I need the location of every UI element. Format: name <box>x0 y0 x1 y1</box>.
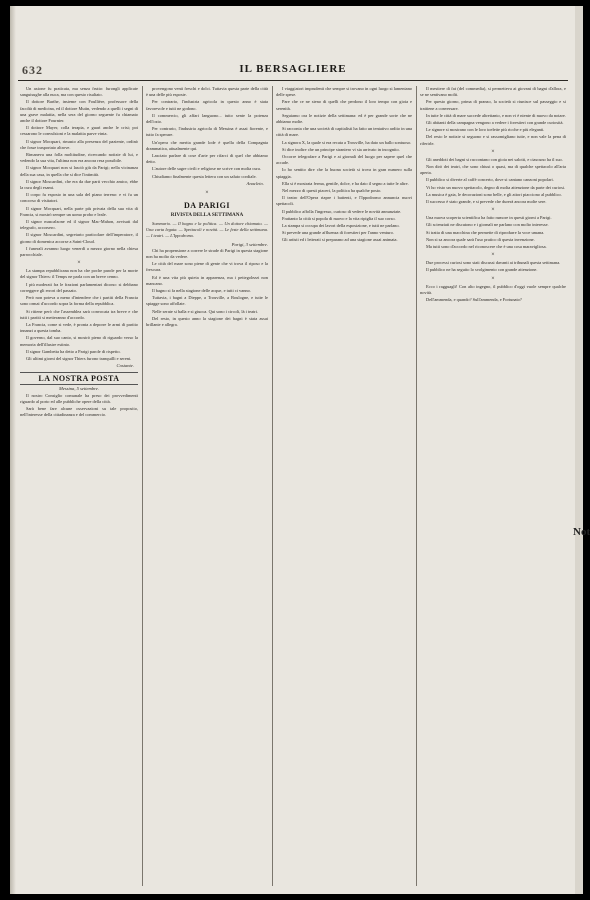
paragraph: Una nuova scoperta scientifica ha fatto rumore in questi giorni a Parigi. <box>426 215 552 221</box>
page-header <box>18 64 568 81</box>
paragraph: Occorre telegrafare a Parigi e ai giornali del luogo per sapere quel che accade. <box>276 154 412 166</box>
paragraph: Gli abitanti della campagna vengono a vedere i forestieri con grande curiosità. <box>426 120 564 126</box>
paragraph: Gli aneddoti dei bagni si raccontano con gioia nei salotti, e ciascuno ha il suo. <box>426 156 563 162</box>
paragraph: Il signor Moscardini, che era da due parti vecchio amico, ebbe la cura degli esami. <box>20 178 138 191</box>
paragraph: Nel mezzo di questi piaceri, la politica ha qualche posto. <box>282 188 382 194</box>
paragraph: Un axione fu praticata, ma senza frutto: furongli applicate sanguisughe alla nuca, ma con questo risultato. <box>20 86 138 98</box>
paragraph: Del resto le notizie si seguono e si rassomigliano tutte, e non vale la pena di riferirle. <box>420 134 566 146</box>
paragraph: Sarà bene fare alcune osservazioni su tale proposito, nell'interesse della cittadinanza e del commercio. <box>20 405 138 418</box>
paragraph: Il mestiere di fat (del commedia), si permetteva ai giovani di bagni d'allora, e se ne sentivano molti. <box>420 86 566 98</box>
paragraph: Per questo giorno, prima di pranzo, la società si riunisce sul passeggio e si trattiene a conversare. <box>420 99 566 111</box>
paragraph: Il dottore Barthe, insieme con Foullière, professore della facoltà di medicina, ed il dottore Mutin, vedendo a quelli i segni di una grave malattia, nella sera del giorno seguente fu chiamato anche il dottore Fournier. <box>20 99 138 124</box>
paragraph: Il dottore Mayer, colla terapia, e guarì anche le crisi; poi cessarono le convulsioni e la malattia parve vinta. <box>20 125 138 137</box>
paragraph: Gli scienziati ne discutono e i giornali ne parlano con molto interesse. <box>426 222 549 228</box>
column-3 <box>276 86 412 886</box>
paragraph: Un'opera che merita grande lode è quella della Compagnia drammatica, attualmente qui. <box>146 139 268 151</box>
page-left-edge <box>10 6 16 894</box>
newspaper-title: IL BERSAGLIERE <box>239 63 347 75</box>
paragraph: Gli artisti ed i letterati si preparano ad una stagione assai animata. <box>282 237 398 243</box>
col2-paragraphs-2 <box>146 248 268 328</box>
adjacent-page-strip <box>575 6 583 894</box>
col2-paragraphs <box>146 86 268 180</box>
paragraph: Il signor Mocquart, nella parte più privata della sua vita di Francia, si mostrò sempre un uomo probo e leale. <box>20 205 138 217</box>
paragraph: Vi ho visto un nuovo spettacolo, degno di molta attenzione da parte dei curiosi. <box>426 184 566 190</box>
column-rule <box>416 86 417 886</box>
paragraph: La stampa si occupa dei lavori della esposizione, e tutti ne parlano. <box>282 223 400 229</box>
paragraph: Chi ha propensione a correre le strade di Parigi in questa stagione non ha molto da vedere. <box>146 247 268 260</box>
paragraph: Nelle serate si balla e si giuoca. Qui sono i circoli, là i teatri. <box>152 308 259 314</box>
paragraph: I più moderati fra le frazioni parlamentari dicono: si debbano correggere gli errori del passato. <box>20 281 138 293</box>
paragraph: Ma tutti sono d'accordo nel riconoscere che è una cosa maravigliosa. <box>426 244 547 250</box>
paragraph: Chiudiamo finalmente questa lettera con un saluto cordiale. <box>152 173 257 179</box>
section-title-da-parigi: DA PARIGI <box>184 201 230 211</box>
separator-cross: × <box>491 252 495 259</box>
paragraph: Si tratta di una macchina che permette di riprodurre la voce umana. <box>426 229 545 235</box>
dateline: Parigi, 3 settembre. <box>231 241 268 247</box>
paragraph: Pare che ce ne sieno di quelli che perdono il loro tempo con gioia e serenità. <box>276 99 412 111</box>
adjacent-page-fragment: Not <box>573 526 590 538</box>
paragraph: Del resto, in questo anno la stagione dei bagni è stata assai brillante e allegra. <box>146 315 268 328</box>
col1-paragraphs-3 <box>20 349 138 362</box>
paragraph: Si prevede una grande affluenza di forestieri per l'anno venturo. <box>282 230 394 236</box>
paragraph: Il signor Moscardini, segretario particolare dell'imperatore, il giorno di domenica accorse a Saint-Cloud. <box>20 232 138 244</box>
article-signature: Anacleto. <box>246 180 264 186</box>
separator-cross: × <box>491 207 495 214</box>
paragraph: Il pubblico affolla l'ingresso, curioso di vedere le novità annunziate. <box>282 208 402 214</box>
newspaper-page <box>10 6 590 894</box>
paragraph: Il signor mascalzone ed il signor Mac-Mahon, avvisati dal telegrafo, accorsero. <box>20 219 138 231</box>
separator-cross: × <box>491 275 495 282</box>
dateline: Messina, 5 settembre. <box>59 386 99 392</box>
paragraph: Il successo è stato grande, e si prevede che durerà ancora molte sere. <box>426 199 547 205</box>
page-number: 632 <box>22 63 43 77</box>
paragraph: La signora X, la quale si era recata a Trouville, ha dato un ballo sontuoso. <box>282 139 412 145</box>
paragraph: In tutte le città di mare succede altrettanto, e non vi è niente di nuovo da notare. <box>426 112 566 118</box>
paragraph: Tuttavia, i bagni a Dieppe, a Trouville, a Boulogne, e tutte le spiagge sono affollate. <box>146 295 268 307</box>
paragraph: Frattanto la città si popola di nuovo e la vita ripiglia il suo corso. <box>282 215 396 221</box>
paragraph: Il signor Gambetta ha detto a Parigi parole di rispetto. <box>26 348 121 354</box>
column-4 <box>420 86 566 886</box>
paragraph: Si ritiene però che l'assemblea sarà convocata tra breve e che tutti i partiti si metteranno d'accordo. <box>20 308 138 320</box>
section-title-la-nostra-posta: LA NOSTRA POSTA <box>20 372 138 385</box>
column-rule <box>142 86 143 886</box>
paragraph: Si dice inoltre che un principe straniero vi sia arrivato in incognito. <box>282 146 400 152</box>
paragraph: I viaggiatori imprudenti che sempre si trovano in ogni luogo si lamentano delle spese. <box>276 86 412 98</box>
paragraph: Il nostro Consiglio comunale ha preso dei provvedimenti riguardo al porto ed alle pubbliche opere della città. <box>20 392 138 404</box>
paragraph: Rimaneva una folla moltitudine, ricercando notizie di lui, e vedendo la sua vita, l'ultima non era ancora resa possibile. <box>20 152 138 164</box>
paragraph: Seguiamo ora le notizie della settimana: ed è per grande sorte che ne abbiamo molte. <box>276 112 412 125</box>
col1-paragraphs-2 <box>20 268 138 347</box>
paragraph: Gli ultimi giorni del signor Thiers furono tranquilli e sereni. <box>26 355 132 361</box>
paragraph: Il commercio, gli affari languono... tutto sente la potenza dell'ozio. <box>146 112 268 125</box>
paragraph: Il pubblico si diverte al caffè concerto, dove si cantano canzoni popolari. <box>426 177 554 183</box>
separator-cross: × <box>491 148 495 155</box>
col4-paragraphs-4 <box>420 260 566 273</box>
col4-paragraphs-3 <box>420 215 566 250</box>
paragraph: Ella si è mostrata ferma, gentile, dolce, e ha dato il segno a tutte le altre. <box>282 180 409 186</box>
paragraph: La stampa repubblicana non ha che poche parole per la morte del signor Thiers: il Temps ne parla con un breve cenno. <box>20 268 138 280</box>
paragraph: Il signor Mocquart non si lasciò giù da Parigi; nella vicinanza della sua casa, in quella che si dice l'intimità. <box>20 165 138 177</box>
separator-cross: × <box>77 260 81 267</box>
paragraph: Il pubblico ne ha seguito lo svolgimento con grande attenzione. <box>426 267 538 273</box>
column-1 <box>20 86 138 886</box>
paragraph: Io ho sentito dire che la buona società si trova in gran numero sulla spiaggia. <box>276 167 412 179</box>
paragraph: Il corpo fu esposto in una sala del piano terreno: e vi fu un concorso di visitatori. <box>20 192 138 204</box>
col4-paragraphs <box>420 86 566 147</box>
paragraph: Il bagno si fa nella stagione delle acque, e tutti ci vanno. <box>152 288 251 294</box>
col1-paragraphs-4 <box>20 393 138 419</box>
paragraph: Per contrario, l'industria agricola in questo anno è stata favorevole e tutti ne godono. <box>146 99 268 111</box>
paragraph: Ed è una vita più quieta in apparenza, ma i pettegolezzi non mancano. <box>146 274 268 286</box>
col3-paragraphs <box>276 86 412 244</box>
paragraph: Il governo, dal suo canto, si mostrò pieno di riguardo verso la memoria dell'illustre estinto. <box>20 335 138 347</box>
section-subtitle: RIVISTA DELLA SETTIMANA <box>170 212 244 219</box>
col4-paragraphs-2 <box>420 157 566 205</box>
paragraph: Non si sa ancora quale sarà l'uso pratico di questa invenzione. <box>426 236 535 242</box>
paragraph: Però non poteva a meno d'intendere che i partiti della Francia sono ormai d'accordo sopra la forma della repubblica. <box>20 295 138 307</box>
paragraph: La Francia, come si vede, è pronta a deporre le armi di partito innanzi a questa tomba. <box>20 321 138 334</box>
col1-paragraphs <box>20 86 138 258</box>
col4-paragraphs-5 <box>420 284 566 304</box>
paragraph: Dell'ammenda, e quando? Sull'ammenda, e Fortunato? <box>426 297 522 303</box>
paragraph: Due processi curiosi sono stati discussi davanti ai tribunali questa settimana. <box>426 260 561 266</box>
summary: Sommario. — Il bagno e la politica. — Un dottore chiamato. — Una carta legata. — Spettacoli e novità. — Le feste della settimana. — I teatri. — L'Ippodromo. <box>146 221 268 239</box>
article-signature: Costante. <box>116 363 134 369</box>
paragraph: Il teatro dell'Opera riapre i battenti, e l'Ippodromo annuncia nuovi spettacoli. <box>276 195 412 207</box>
column-rule <box>272 86 273 886</box>
paragraph: L'autore delle sagre civili e religiose ne scrive con molta cura. <box>152 166 261 172</box>
paragraph: Le signore si mostrano con le loro toelette più ricche e più eleganti. <box>426 127 545 133</box>
separator-cross: × <box>205 190 209 197</box>
paragraph: Le città del mare sono piene di gente che vi trova il riposo e la frescura. <box>146 261 268 273</box>
paragraph: Lasciato parlare di cose d'arte per rifarci di quel che abbiamo detto. <box>146 153 268 165</box>
paragraph: provengono venti freschi e dolci. Tuttavia questa parte della città è una delle più esposte. <box>146 86 268 98</box>
paragraph: Per contrario, l'industria agricola di Messina è assai fiorente, e tutto fa sperare. <box>146 126 268 138</box>
column-2 <box>146 86 268 886</box>
paragraph: La musica è gaia, le decorazioni sono belle, e gli attori piacciono al pubblico. <box>426 191 562 197</box>
paragraph: Non dirò dei teatri, che sono chiusi o quasi, ma di qualche spettacolo all'aria aperta. <box>420 164 566 176</box>
paragraph: Si racconta che una società di capitalisti ha fatto un tentativo ardito in una città di mare. <box>276 126 412 138</box>
paragraph: I funerali avranno luogo venerdì a mezzo giorno nella chiesa parrocchiale. <box>20 245 138 258</box>
paragraph: Il signor Mocquart, rimasto alla presenza del paziente, ordinò che fosse trasportato altrove. <box>20 138 138 150</box>
paragraph: Ecco i ragguagli! Con alto ingegno, il pubblico d'oggi vuole sempre qualche novità. <box>420 283 566 295</box>
